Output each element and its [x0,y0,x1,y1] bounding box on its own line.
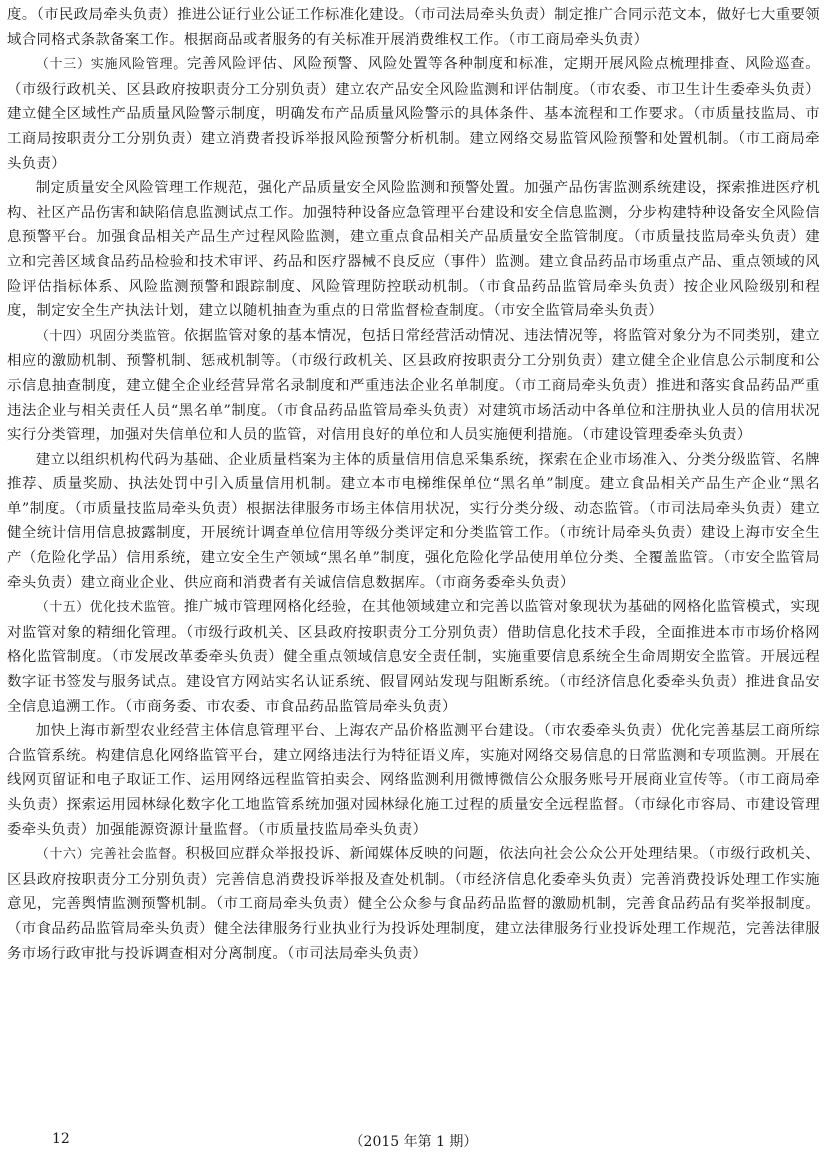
paragraph-text: 推广城市管理网格化经验，在其他领域建立和完善以监管对象现状为基础的网格化监管模式，实现对监管对象的精细化管理。（市级行政机关、区县政府按职责分工分别负责）借助信息化技术手段，全面推进本市市场价格网格化监管制度。（市发展改革委牵头负责）健全重点领域信息安全责任制，实施重要信息系统全生命周期安全监管。开展远程数字证书签发与服务试点。建设官方网站实名认证系统、假冒网站发现与阻断系统。（市经济信息化委牵头负责）推进食品安全信息追溯工作。（市商务委、市农委、市食品药品监管局牵头负责） [7,599,820,715]
paragraph-14 [7,324,820,448]
paragraph-text: 加快上海市新型农业经营主体信息管理平台、上海农产品价格监测平台建设。（市农委牵头负责）优化完善基层工商所综合监管系统。构建信息化网络监管平台，建立网络违法行为特征语义库，实施对网络交易信息的日常监测和专项监测。开展在线网页留证和电子取证工作、运用网络远程监管拍卖会、网络监测利用微博微信公众服务账号开展商业宣传等。（市工商局牵头负责）探索运用园林绿化数字化工地监管系统加强对园林绿化施工过程的质量安全远程监督。（市绿化市容局、市建设管理委牵头负责）加强能源资源计量监督。（市质量技监局牵头负责） [7,723,820,838]
paragraph-text: 依据监管对象的基本情况，包括日常经营活动情况、违法情况等，将监管对象分为不同类别，建立相应的激励机制、预警机制、惩戒机制等。（市级行政机关、区县政府按职责分工分别负责）建立健全企业信息公示制度和公示信息抽查制度，建立健全企业经营异常名录制度和严重违法企业名单制度。（市工商局牵头负责）推进和落实食品药品严重违法企业与相关责任人员“黑名单”制度。（市食品药品监管局牵头负责）对建筑市场活动中各单位和注册执业人员的信用状况实行分类管理，加强对失信单位和人员的监管，对信用良好的单位和人员实施便利措施。（市建设管理委牵头负责） [7,327,820,444]
section-heading-16: （十六）完善社会监督。 [35,847,186,863]
section-heading-14: （十四）巩固分类监管。 [35,328,184,344]
paragraph-text: 建立以组织机构代码为基础、企业质量档案为主体的质量信用信息采集系统，探索在企业市场准入、分类分级监管、名牌推荐、质量奖励、执法处罚中引入质量信用机制。建立本市电梯维保单位“黑名单”制度。建立食品相关产品生产企业“黑名单”制度。（市质量技监局牵头负责）根据法律服务市场主体信用状况，实行分类分级、动态监管。（市司法局牵头负责）建立健全统计信用信息披露制度，开展统计调查单位信用等级分类评定和分类监管工作。（市统计局牵头负责）建设上海市安全生产（危险化学品）信用系统，建立安全生产领域“黑名单”制度，强化危险化学品使用单位分类、全覆盖监管。（市安全监管局牵头负责）建立商业企业、供应商和消费者有关诚信信息数据库。（市商务委牵头负责） [7,451,820,591]
paragraph-text: 制定质量安全风险管理工作规范，强化产品质量安全风险监测和预警处置。加强产品伤害监测系统建设，探索推进医疗机构、社区产品伤害和缺陷信息监测试点工作。加强特种设备应急管理平台建设和安全信息监测，分步构建特种设备安全风险信息预警平台。加强食品相关产品生产过程风险监测，建立重点食品相关产品质量安全监管制度。（市质量技监局牵头负责）建立和完善区域食品药品检验和技术审评、药品和医疗器械不良反应（事件）监测。建立食品药品市场重点产品、重点领域的风险评估指标体系、风险监测预警和跟踪制度、风险管理防控联动机制。（市食品药品监管局牵头负责）按企业风险级别和程度，制定安全生产执法计划，建立以随机抽查为重点的日常监督检查制度。（市安全监管局牵头负责） [7,180,820,320]
section-heading-15: （十五）优化技术监管。 [35,600,184,616]
paragraph-14-credit-system [7,448,820,596]
paragraph-text: 完善风险评估、风险预警、风险处置等各种制度和标准，定期开展风险点梳理排查、风险巡查。（市级行政机关、区县政府按职责分工分别负责）建立农产品安全风险监测和评估制度。（市农委、市卫生计生委牵头负责）建立健全区域性产品质量风险警示制度，明确发布产品质量风险警示的具体条件、基本流程和工作要求。（市质量技监局、市工商局按职责分工分别负责）建立消费者投诉举报风险预警分析机制。建立网络交易监管风险预警和处置机制。（市工商局牵头负责） [7,56,821,172]
paragraph-text: 度。（市民政局牵头负责）推进公证行业公证工作标准化建设。（市司法局牵头负责）制定推广合同示范文本，做好七大重要领域合同格式条款备案工作。根据商品或者服务的有关标准开展消费维权工作。（市工商局牵头负责） [7,7,820,48]
page-number: 12 [52,1131,70,1147]
paragraph-continued [7,3,820,52]
section-heading-13: （十三）实施风险管理。 [35,57,187,73]
paragraph-16 [7,842,820,966]
paragraph-text: 积极回应群众举报投诉、新闻媒体反映的问题，依法向社会公众公开处理结果。（市级行政机关、区县政府按职责分工分别负责）完善信息消费投诉举报及查处机制。（市经济信息化委牵头负责）完善消费投诉处理工作实施意见，完善舆情监测预警机制。（市工商局牵头负责）健全公众参与食品药品监督的激励机制，完善食品药品有奖举报制度。（市食品药品监管局牵头负责）健全法律服务行业执业行为投诉处理制度，建立法律服务行业投诉处理工作规范，完善法律服务市场行政审批与投诉调查相对分离制度。（市司法局牵头负责） [7,846,820,962]
paragraph-15 [7,595,820,719]
paragraph-13-risk-standards [7,176,820,324]
issue-label: （2015 年第 1 期） [349,1134,478,1150]
paragraph-15-platforms [7,719,820,842]
page-footer [0,1131,827,1155]
paragraph-13 [7,52,820,176]
